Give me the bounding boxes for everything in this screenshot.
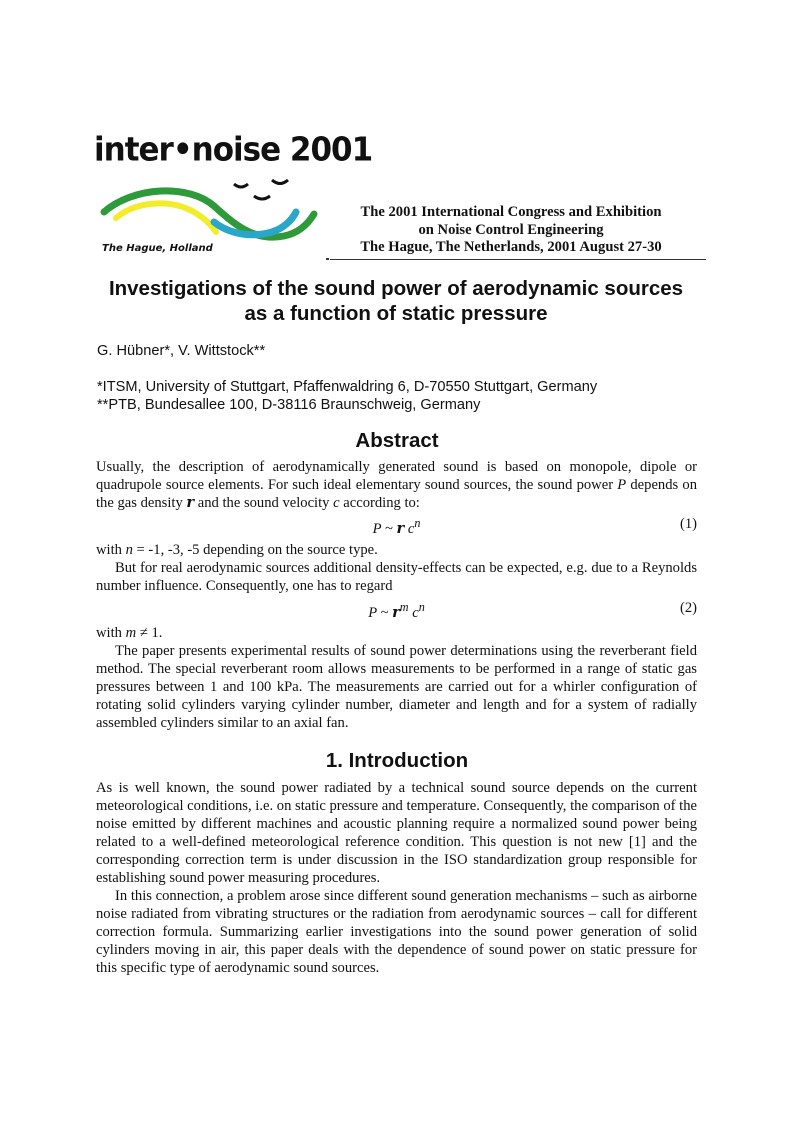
affiliations [97,378,597,414]
abstract-heading: Abstract [355,429,439,452]
header-rule-mark [326,258,329,260]
introduction-body [96,779,697,977]
abstract-paragraph-1b: with n = -1, -3, -5 depending on the source type. But for real aerodynamic sources additional density-effects can be expected, e.g. due to a Reynolds number influence. Consequently, one has to regard [96,542,697,594]
header-rule [330,259,706,260]
introduction-heading: 1. Introduction [325,749,469,772]
conference-line-1: The 2001 International Congress and Exhibition [360,204,662,220]
abstract-paragraph-2: But for real aerodynamic sources additional density-effects can be expected, e.g. due to a Reynolds number influence. Consequently, one has to regard [96,560,697,594]
paper-title-line-2: as a function of static pressure [244,302,548,325]
paper-title [90,276,702,326]
affiliation-1: *ITSM, University of Stuttgart, Pfaffenwaldring 6, D-70550 Stuttgart, Germany [97,379,598,395]
conference-line-2: on Noise Control Engineering [418,221,604,238]
paper-title-line-1: Investigations of the sound power of aerodynamic sources [108,277,684,300]
logo-yellow-wave [116,203,216,232]
logo-smile-mark-1 [234,184,248,187]
affiliation-2: **PTB, Bundesallee 100, D-38116 Braunschweig, Germany [97,397,481,413]
authors: G. Hübner*, V. Wittstock** [97,343,266,359]
equation-2: P ~ $r^m$ $c^n$ (2) [368,600,697,621]
equation-1: P ~ r $c^n$ (1) [372,516,697,537]
logo-title: inter•noise 2001 [94,131,373,169]
equation-1-number: (1) [679,516,697,532]
logo-smile-mark-3 [254,196,270,199]
equation-2-number: (2) [679,600,697,616]
logo-smile-mark-2 [272,180,288,184]
abstract-paragraph-3: with m ≠ 1. The paper presents experimental results of sound power determinations using the reverberant field method. The special reverberant room allows measurements to be performed in a range of static gas pressures between 1 and 100 kPa. The measurements are carried out for a whirler configuration of rotating solid cylinders varying cylinder number, diameter and length and for a system of radially assembled cylinders similar to an axial fan. [96,625,697,731]
introduction-paragraph-2: In this connection, a problem arose since different sound generation mechanisms – such as airborne noise radiated from vibrating structures or the radiation from aerodynamic sources – call for different correction formula. Summarizing earlier investigations into the sound power generation of solid cylinders moving in air, this paper deals with the dependence of sound power on static pressure for this specific type of aerodynamic sound sources. [96,888,697,976]
abstract-paragraph-1: Usually, the description of aerodynamically generated sound is based on monopole, dipole or quadrupole source elements. For such ideal elementary sound sources, the sound power P depends on the gas density r and the sound velocity c according to: [96,459,697,511]
conference-line-3: The Hague, The Netherlands, 2001 August 27-30 [360,239,662,255]
logo-city: The Hague, Holland [102,243,213,254]
logo-waves-graphic [94,176,324,246]
conference-info [336,204,686,257]
conference-logo [94,131,373,262]
introduction-paragraph-1: As is well known, the sound power radiated by a technical sound source depends on the current meteorological conditions, i.e. on static pressure and temperature. Consequently, the comparison of the noise emitted by different machines and acoustic planning require a normalized sound power being related to a well-defined meteorological reference condition. This question is not new [1] and the corresponding correction term is under discussion in the ISO standardization group responsible for establishing sound power measuring procedures. [96,780,697,886]
